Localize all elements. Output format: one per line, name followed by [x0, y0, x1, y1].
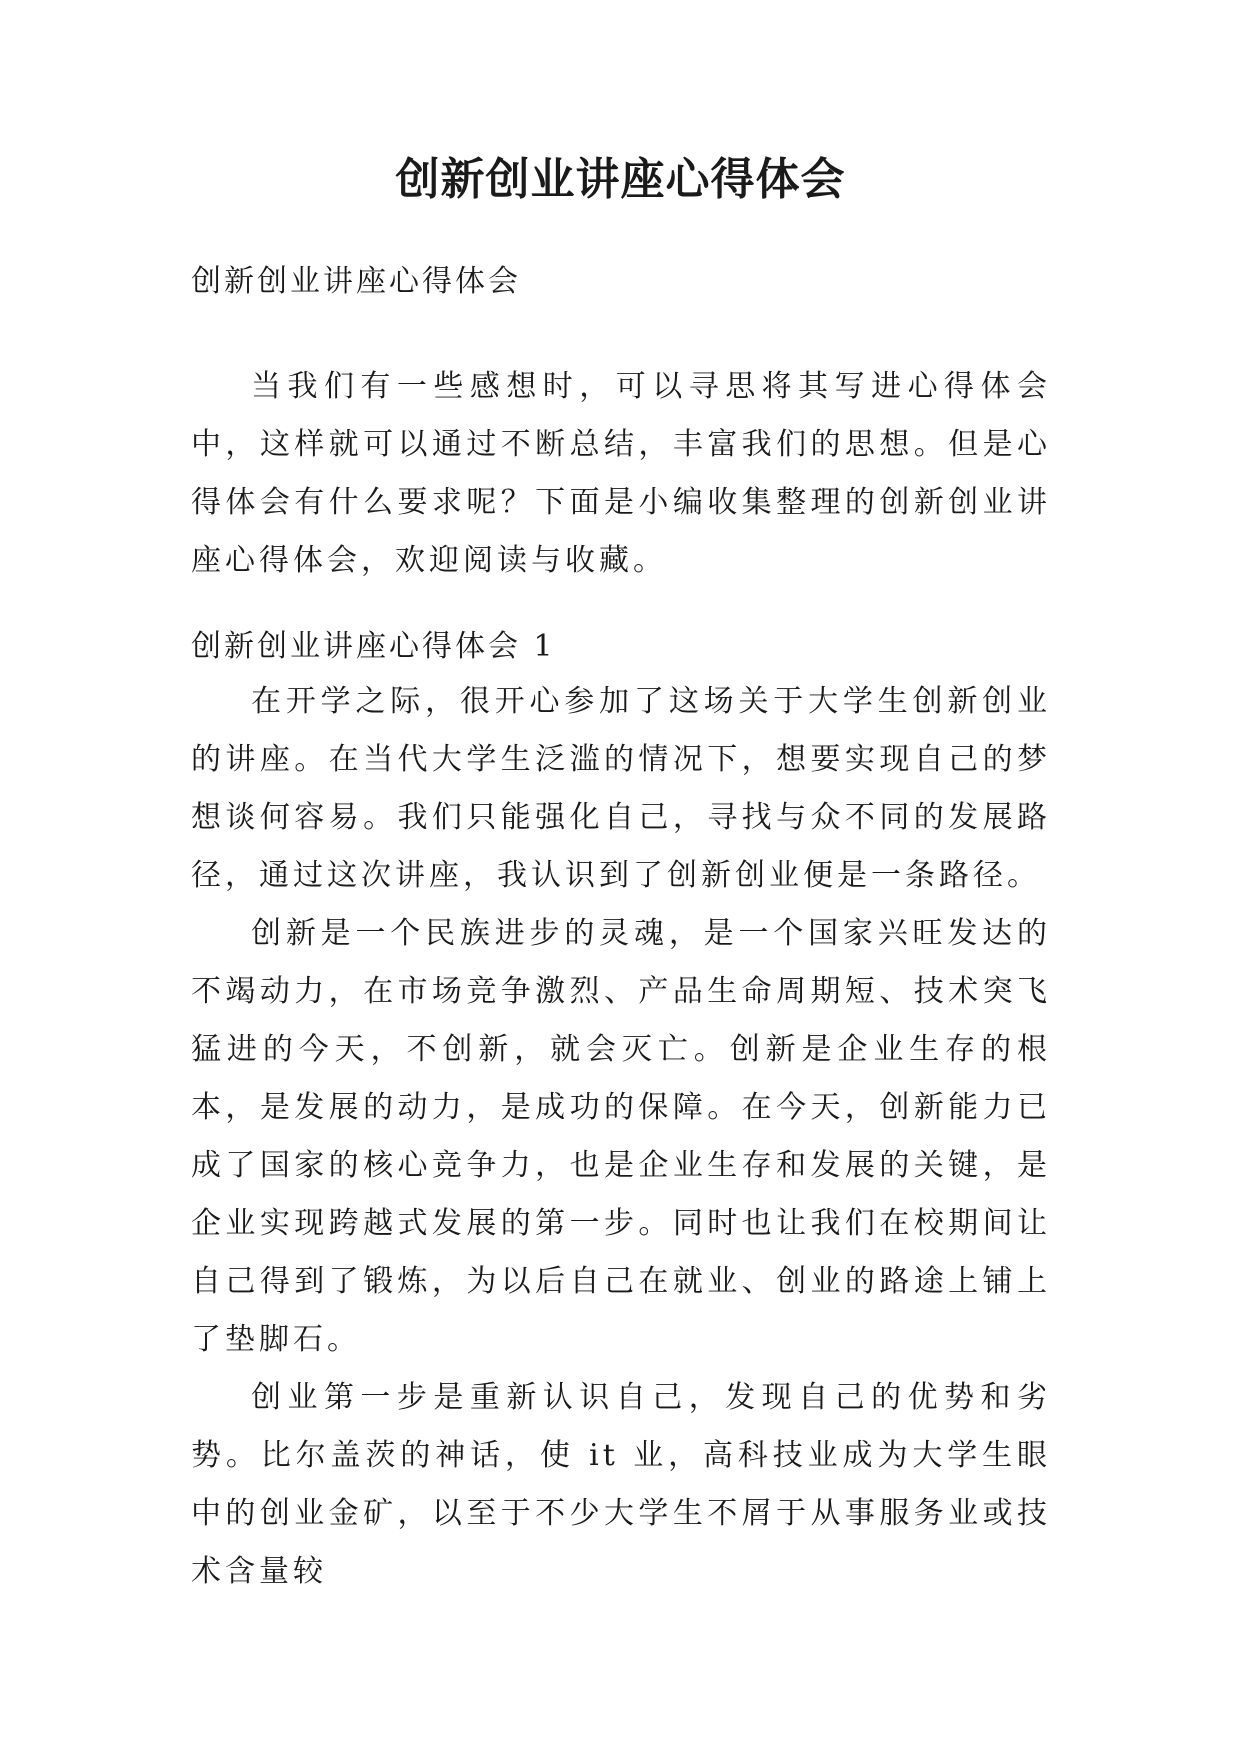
section-body [191, 673, 1051, 1601]
section-heading: 创新创业讲座心得体会 1 [191, 629, 556, 664]
body-paragraph: 创业第一步是重新认识自己，发现自己的优势和劣势。比尔盖茨的神话，使 it 业，高科技业成为大学生眼中的创业金矿，以至于不少大学生不屑于从事服务业或技术含量较 [191, 1380, 1051, 1589]
document-subtitle: 创新创业讲座心得体会 [191, 264, 521, 299]
body-paragraph: 在开学之际，很开心参加了这场关于大学生创新创业的讲座。在当代大学生泛滥的情况下，想要实现自己的梦想谈何容易。我们只能强化自己，寻找与众不同的发展路径，通过这次讲座，我认识到了创新创业便是一条路径。 [191, 684, 1051, 893]
intro-paragraph: 当我们有一些感想时，可以寻思将其写进心得体会中，这样就可以通过不断总结，丰富我们的思想。但是心得体会有什么要求呢？下面是小编收集整理的创新创业讲座心得体会，欢迎阅读与收藏。 [191, 369, 1051, 578]
document-title: 创新创业讲座心得体会 [395, 154, 846, 205]
intro-block [191, 358, 1051, 590]
body-paragraph: 创新是一个民族进步的灵魂，是一个国家兴旺发达的不竭动力，在市场竞争激烈、产品生命周期短、技术突飞猛进的今天，不创新，就会灭亡。创新是企业生存的根本，是发展的动力，是成功的保障。在今天，创新能力已成了国家的核心竞争力，也是企业生存和发展的关键，是企业实现跨越式发展的第一步。同时也让我们在校期间让自己得到了锻炼，为以后自己在就业、创业的路途上铺上了垫脚石。 [191, 916, 1051, 1357]
